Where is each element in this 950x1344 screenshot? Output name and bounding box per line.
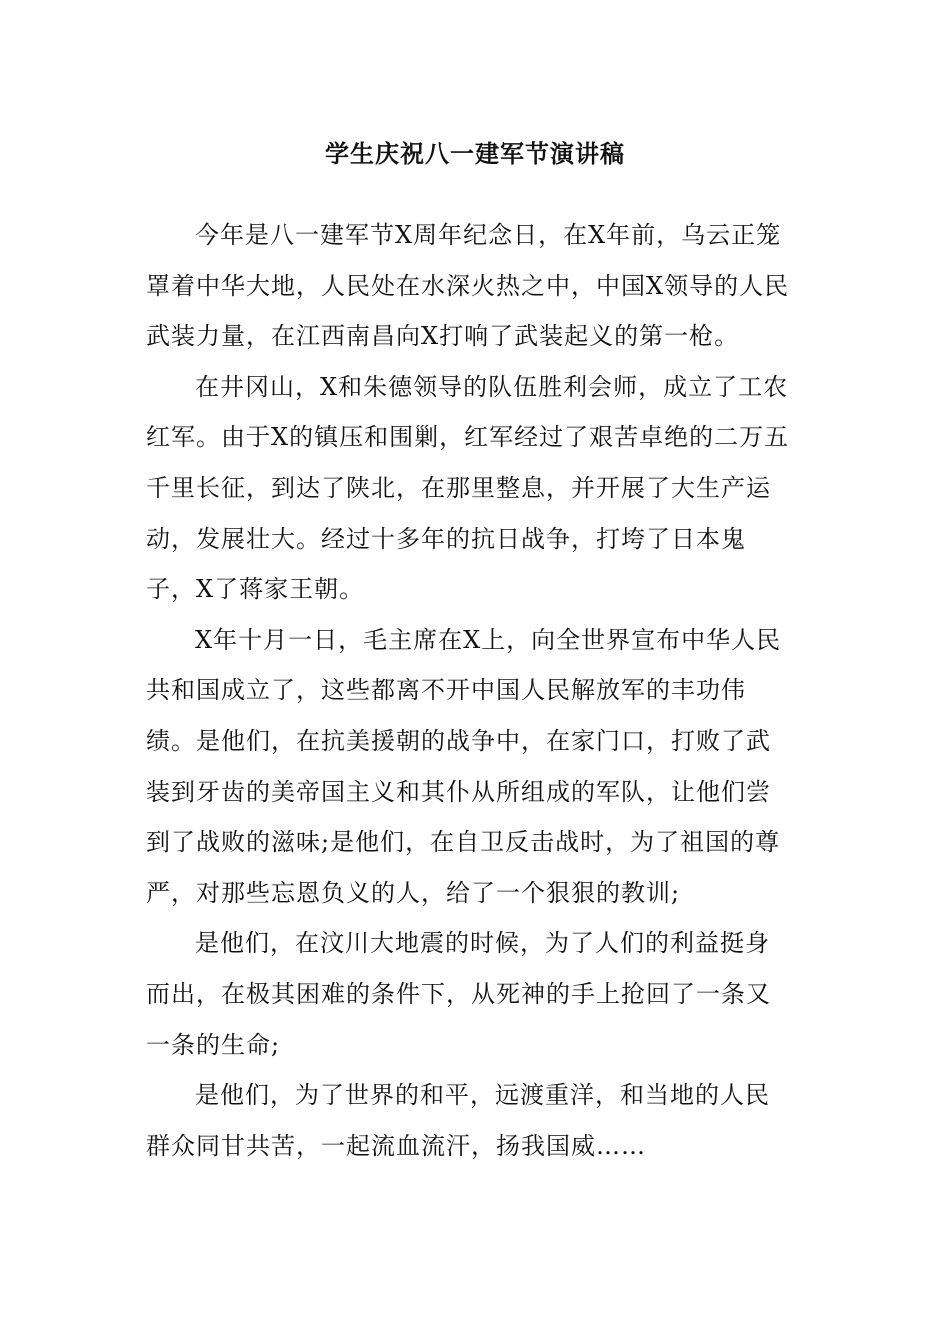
paragraph-line: 红军。由于X的镇压和围剿，红军经过了艰苦卓绝的二万五 xyxy=(146,423,790,452)
paragraph-line: 严，对那些忘恩负义的人，给了一个狠狠的教训; xyxy=(146,878,681,907)
paragraph-line: 在井冈山，X和朱德领导的队伍胜利会师，成立了工农 xyxy=(195,372,789,401)
paragraph-line: 共和国成立了，这些都离不开中国人民解放军的丰功伟 xyxy=(146,676,746,705)
paragraph-2 xyxy=(146,362,808,615)
paragraph-line: 是他们，在汶川大地震的时候，为了人们的利益挺身 xyxy=(195,929,770,958)
paragraph-line: 装到牙齿的美帝国主义和其仆从所组成的军队，让他们尝 xyxy=(146,777,771,806)
paragraph-1 xyxy=(146,210,808,362)
paragraph-line: 动，发展壮大。经过十多年的抗日战争，打垮了日本鬼 xyxy=(146,524,746,553)
paragraph-line: 一条的生命; xyxy=(146,1030,281,1059)
document-body xyxy=(146,210,808,1171)
paragraph-line: 千里长征，到达了陕北，在那里整息，并开展了大生产运 xyxy=(146,473,771,502)
paragraph-line: 绩。是他们，在抗美援朝的战争中，在家门口，打败了武 xyxy=(146,726,771,755)
paragraph-line: 群众同甘共苦，一起流血流汗，扬我国威…… xyxy=(146,1131,646,1160)
paragraph-4 xyxy=(146,918,808,1070)
paragraph-line: 到了战败的滋味;是他们，在自卫反击战时，为了祖国的尊 xyxy=(146,828,781,857)
paragraph-line: X年十月一日，毛主席在X上，向全世界宣布中华人民 xyxy=(195,625,782,654)
paragraph-line: 是他们，为了世界的和平，远渡重洋，和当地的人民 xyxy=(195,1081,770,1110)
paragraph-line: 而出，在极其困难的条件下，从死神的手上抢回了一条又 xyxy=(146,979,771,1008)
paragraph-line: 罩着中华大地，人民处在水深火热之中，中国X领导的人民 xyxy=(146,271,790,300)
paragraph-line: 武装力量，在江西南昌向X打响了武装起义的第一枪。 xyxy=(146,322,740,351)
document-title: 学生庆祝八一建军节演讲稿 xyxy=(325,139,625,168)
paragraph-3 xyxy=(146,615,808,919)
paragraph-line: 子，X了蒋家王朝。 xyxy=(146,575,365,604)
paragraph-line: 今年是八一建军节X周年纪念日，在X年前，乌云正笼 xyxy=(195,221,782,249)
paragraph-5 xyxy=(146,1070,808,1171)
